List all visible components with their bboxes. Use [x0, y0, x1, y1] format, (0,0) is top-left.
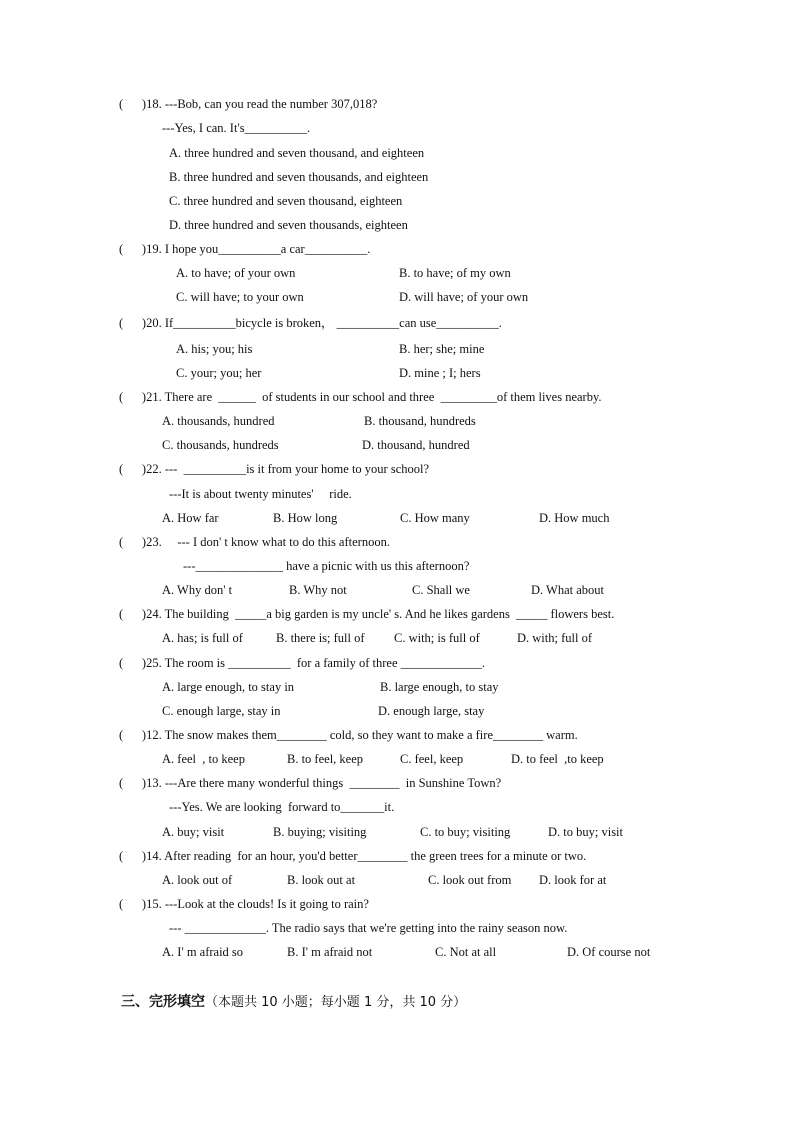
option-c: C. thousands, hundreds	[162, 438, 279, 452]
option-d: D. Of course not	[567, 945, 651, 959]
option-c: C. Not at all	[435, 945, 497, 959]
question-22: ( )22. --- __________is it from your home to your school?	[119, 462, 430, 476]
option-a: A. I' m afraid so	[162, 945, 244, 959]
option-b: B. look out at	[287, 873, 356, 887]
question-19: ( )19. I hope you__________a car__________.	[119, 242, 371, 256]
section-note: （本题共 10 小题；每小题 1 分，共 10 分）	[205, 995, 467, 1010]
option-c: C. three hundred and seven thousand, eighteen	[169, 194, 403, 208]
option-a: A. to have; of your own	[176, 266, 296, 280]
question-18: ( )18. ---Bob, can you read the number 307,018?	[119, 97, 378, 111]
section-heading	[121, 991, 466, 1011]
answer-line: --- _____________. The radio says that we're getting into the rainy season now.	[169, 921, 568, 935]
option-c: C. feel, keep	[400, 752, 464, 766]
option-b: B. How long	[273, 511, 338, 525]
option-a: A. How far	[162, 511, 219, 525]
question-15: ( )15. ---Look at the clouds! Is it going to rain?	[119, 897, 369, 911]
option-c: C. Shall we	[412, 583, 470, 597]
option-a: A. his; you; his	[176, 342, 253, 356]
option-c: C. to buy; visiting	[420, 825, 511, 839]
option-d: D. to buy; visit	[548, 825, 624, 839]
option-b: B. large enough, to stay	[380, 680, 499, 694]
answer-line: ---It is about twenty minutes' ride.	[169, 487, 352, 501]
question-13: ( )13. ---Are there many wonderful things ________ in Sunshine Town?	[119, 776, 502, 790]
option-d: D. What about	[531, 583, 605, 597]
option-b: B. thousand, hundreds	[364, 414, 476, 428]
option-c: C. your; you; her	[176, 366, 262, 380]
option-d: D. to feel ,to keep	[511, 752, 604, 766]
option-d: D. look for at	[539, 873, 607, 887]
option-d: D. three hundred and seven thousands, eighteen	[169, 218, 408, 232]
option-d: D. How much	[539, 511, 610, 525]
question-25: ( )25. The room is __________ for a family of three _____________.	[119, 656, 486, 670]
option-b: B. three hundred and seven thousands, and eighteen	[169, 170, 429, 184]
option-c: C. enough large, stay in	[162, 704, 281, 718]
option-c: C. look out from	[428, 873, 512, 887]
answer-line: ---Yes, I can. It's__________.	[162, 121, 311, 135]
option-d: D. mine ; I; hers	[399, 366, 481, 380]
question-14: ( )14. After reading for an hour, you'd better________ the green trees for a minute or two.	[119, 849, 587, 863]
question-20: ( )20. If__________bicycle is broken， __________can use__________.	[119, 316, 502, 330]
option-d: D. with; full of	[517, 631, 592, 645]
question-24: ( )24. The building _____a big garden is my uncle' s. And he likes gardens _____ flowers best.	[119, 607, 615, 621]
option-b: B. I' m afraid not	[287, 945, 373, 959]
option-a: A. three hundred and seven thousand, and eighteen	[169, 146, 425, 160]
option-a: A. buy; visit	[162, 825, 225, 839]
option-b: B. Why not	[289, 583, 347, 597]
option-b: B. buying; visiting	[273, 825, 367, 839]
answer-line: ---Yes. We are looking forward to_______it.	[169, 800, 395, 814]
option-a: A. feel , to keep	[162, 752, 245, 766]
option-d: D. thousand, hundred	[362, 438, 470, 452]
question-12: ( )12. The snow makes them________ cold, so they want to make a fire________ warm.	[119, 728, 578, 742]
option-b: B. to have; of my own	[399, 266, 511, 280]
option-b: B. there is; full of	[276, 631, 365, 645]
option-a: A. look out of	[162, 873, 233, 887]
option-b: B. to feel, keep	[287, 752, 364, 766]
question-23: ( )23. --- I don' t know what to do this afternoon.	[119, 535, 390, 549]
section-title: 三、完形填空	[121, 994, 205, 1010]
option-d: D. will have; of your own	[399, 290, 529, 304]
option-a: A. large enough, to stay in	[162, 680, 295, 694]
option-c: C. will have; to your own	[176, 290, 304, 304]
answer-line: ---______________ have a picnic with us this afternoon?	[183, 559, 470, 573]
option-b: B. her; she; mine	[399, 342, 485, 356]
option-c: C. How many	[400, 511, 470, 525]
option-c: C. with; is full of	[394, 631, 480, 645]
option-a: A. has; is full of	[162, 631, 243, 645]
option-d: D. enough large, stay	[378, 704, 485, 718]
option-a: A. thousands, hundred	[162, 414, 275, 428]
question-21: ( )21. There are ______ of students in our school and three _________of them lives nearby.	[119, 390, 602, 404]
option-a: A. Why don' t	[162, 583, 233, 597]
